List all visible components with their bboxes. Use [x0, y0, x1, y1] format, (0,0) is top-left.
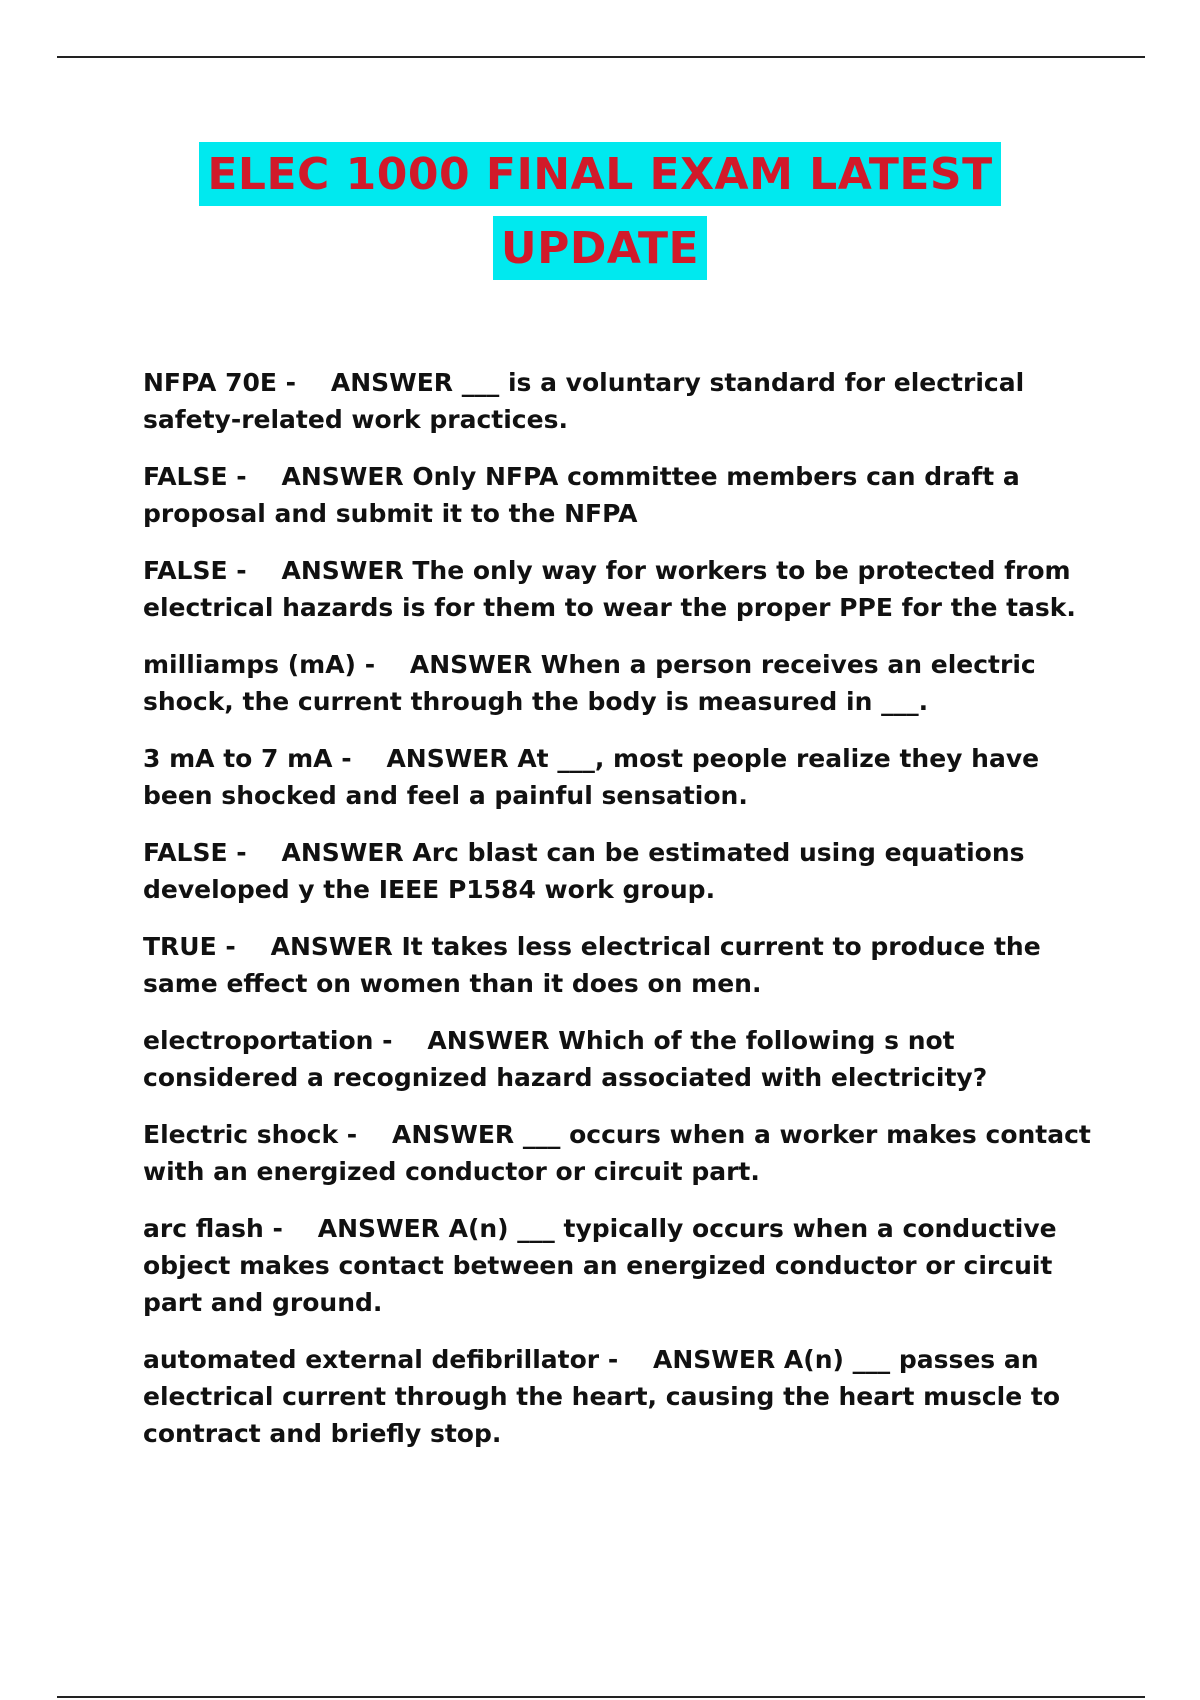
title-line-1: ELEC 1000 FINAL EXAM LATEST — [199, 142, 1000, 206]
qa-separator: - — [263, 1214, 318, 1243]
answer-label: ANSWER — [409, 650, 533, 679]
qa-item — [143, 364, 1103, 438]
qa-item — [143, 646, 1103, 720]
qa-item — [143, 458, 1103, 532]
qa-text: A(n) ___ passes an electrical current through the heart, causing the heart muscle to contract and briefly stop. — [143, 1345, 1061, 1448]
qa-text: Arc blast can be estimated using equations developed y the IEEE P1584 work group. — [143, 838, 1025, 904]
qa-text: The only way for workers to be protected from electrical hazards is for them to wear the proper PPE for the task. — [143, 556, 1076, 622]
qa-text: ___ is a voluntary standard for electrical safety-related work practices. — [143, 368, 1025, 434]
qa-separator: - — [338, 1120, 392, 1149]
qa-separator: - — [355, 650, 410, 679]
qa-separator: - — [227, 462, 282, 491]
answer-label: ANSWER — [281, 556, 404, 585]
qa-text: It takes less electrical current to produce the same effect on women than it does on men. — [143, 932, 1041, 998]
qa-item — [143, 1341, 1103, 1452]
qa-separator: - — [227, 556, 282, 585]
qa-term: electroportation — [143, 1026, 374, 1055]
qa-term: NFPA 70E — [143, 368, 277, 397]
qa-text: ___ occurs when a worker makes contact with an energized conductor or circuit part. — [143, 1120, 1091, 1186]
qa-item — [143, 740, 1103, 814]
answer-label: ANSWER — [427, 1026, 550, 1055]
qa-text: At ___, most people realize they have been shocked and feel a painful sensation. — [143, 744, 1040, 810]
qa-item — [143, 834, 1103, 908]
answer-label: ANSWER — [330, 368, 454, 397]
answer-label: ANSWER — [392, 1120, 515, 1149]
qa-item — [143, 1116, 1103, 1190]
qa-text: When a person receives an electric shock, the current through the body is measured in ___. — [143, 650, 1036, 716]
answer-label: ANSWER — [386, 744, 509, 773]
qa-item — [143, 552, 1103, 626]
qa-term: FALSE — [143, 556, 228, 585]
qa-item — [143, 1022, 1103, 1096]
answer-label: ANSWER — [270, 932, 393, 961]
qa-term: automated external defibrillator — [143, 1345, 600, 1374]
qa-separator: - — [332, 744, 387, 773]
qa-term: Electric shock — [143, 1120, 339, 1149]
qa-text: Only NFPA committee members can draft a proposal and submit it to the NFPA — [143, 462, 1020, 528]
answer-label: ANSWER — [653, 1345, 776, 1374]
answer-label: ANSWER — [281, 462, 404, 491]
qa-item — [143, 1210, 1103, 1321]
qa-text: Which of the following s not considered a recognized hazard associated with electricity? — [143, 1026, 988, 1092]
qa-term: milliamps (mA) — [143, 650, 356, 679]
top-rule — [57, 56, 1145, 58]
answer-label: ANSWER — [317, 1214, 440, 1243]
qa-separator: - — [216, 932, 271, 961]
qa-item — [143, 928, 1103, 1002]
qa-term: TRUE — [143, 932, 217, 961]
qa-term: FALSE — [143, 838, 228, 867]
question-answer-list — [143, 364, 1103, 1472]
document-title — [0, 142, 1200, 280]
qa-term: 3 mA to 7 mA — [143, 744, 333, 773]
answer-label: ANSWER — [281, 838, 404, 867]
qa-separator: - — [599, 1345, 654, 1374]
qa-separator: - — [276, 368, 331, 397]
qa-text: A(n) ___ typically occurs when a conductive object makes contact between an energized conductor or circuit part and ground. — [143, 1214, 1057, 1317]
qa-separator: - — [373, 1026, 428, 1055]
bottom-rule — [57, 1696, 1145, 1698]
title-line-2: UPDATE — [493, 216, 707, 280]
qa-term: arc flash — [143, 1214, 264, 1243]
qa-separator: - — [227, 838, 282, 867]
qa-term: FALSE — [143, 462, 228, 491]
